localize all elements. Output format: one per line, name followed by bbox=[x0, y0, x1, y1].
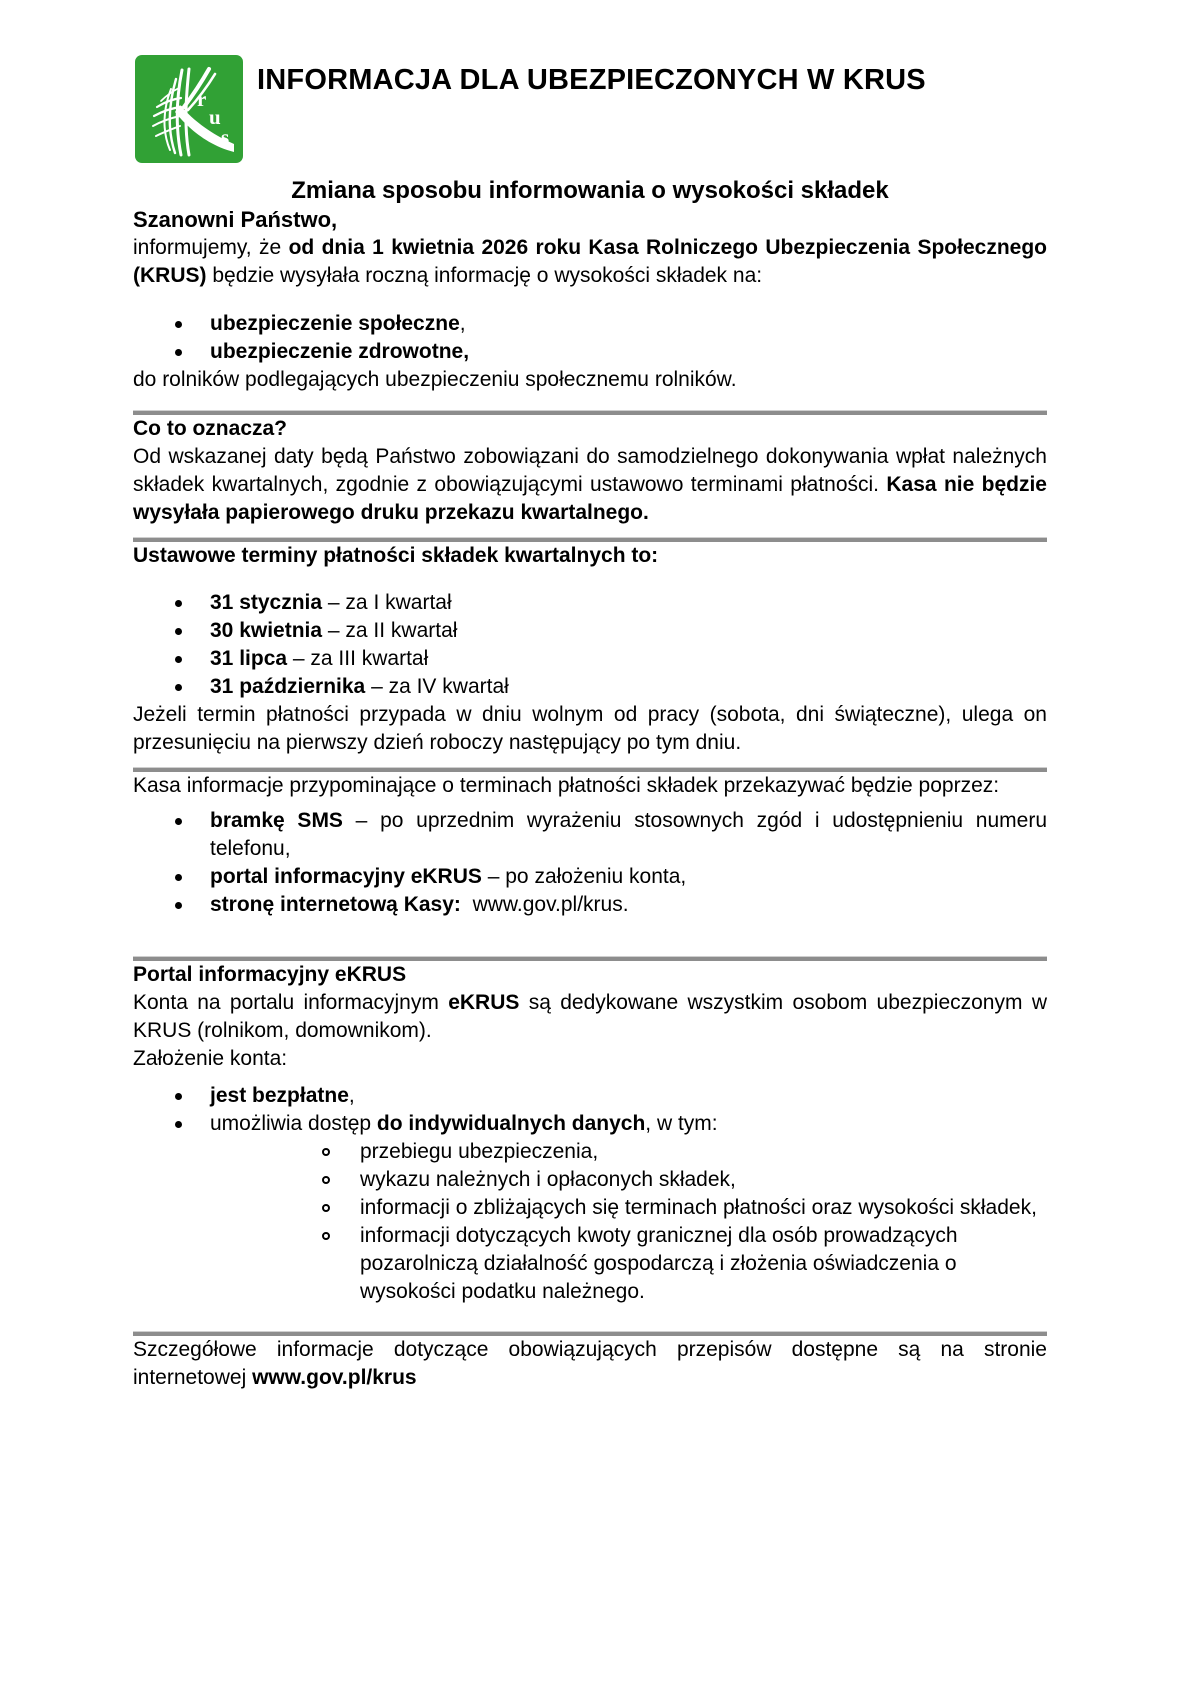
text-run-bold: od dnia 1 kwietnia 2026 roku Kasa Rolniczego Ubezpieczenia Społecznego (KRUS) bbox=[133, 236, 1047, 287]
text-run: informujemy, że bbox=[133, 236, 289, 259]
sublist-item-tax-limit: informacji dotyczących kwoty granicznej dla osób prowadzących pozarolniczą działalność gospodarczą i złożenia oświadczenia o wysokości podatku należnego. bbox=[210, 1222, 1047, 1306]
portal-accounts-paragraph bbox=[133, 989, 1047, 1045]
channel-name: stronę internetową Kasy: bbox=[210, 893, 461, 916]
deadline-desc: – za IV kwartał bbox=[365, 675, 509, 698]
holiday-note-paragraph: Jeżeli termin płatności przypada w dniu wolnym od pracy (sobota, dni świąteczne), ulega on przesunięciu na pierwszy dzień roboczy następujący po tym dniu. bbox=[133, 703, 1047, 754]
channel-desc: – po założeniu konta, bbox=[481, 865, 687, 888]
text-run: umożliwia dostęp bbox=[210, 1112, 377, 1135]
sublist-item-contributions: wykazu należnych i opłaconych składek, bbox=[210, 1166, 1047, 1194]
text-run-bold: Kasa nie będzie wysyłała papierowego druku przekazu kwartalnego. bbox=[133, 473, 1047, 524]
sublist-item-reminders: informacji o zbliżających się terminach płatności oraz wysokości składek, bbox=[210, 1194, 1047, 1222]
list-item-portal bbox=[133, 863, 1047, 891]
svg-text:u: u bbox=[209, 105, 221, 129]
krus-logo-graphic bbox=[135, 55, 243, 163]
list-item-q1 bbox=[133, 589, 1047, 617]
page-title: INFORMACJA DLA UBEZPIECZONYCH W KRUS bbox=[257, 64, 926, 96]
list-item-free bbox=[133, 1082, 1047, 1110]
text-run: Konta na portalu informacyjnym bbox=[133, 991, 449, 1014]
sublist-item-history: przebiegu ubezpieczenia, bbox=[210, 1138, 1047, 1166]
list-item-access bbox=[133, 1110, 1047, 1306]
list-item-insurance-social bbox=[133, 310, 1047, 338]
text-run-bold: ubezpieczenie zdrowotne, bbox=[210, 340, 470, 363]
channel-name: portal informacyjny eKRUS bbox=[210, 865, 482, 888]
channels-intro-paragraph: Kasa informacje przypominające o terminach płatności składek przekazywać będzie poprzez: bbox=[133, 774, 1000, 797]
krus-logo bbox=[135, 55, 243, 163]
channels-list bbox=[133, 807, 1047, 919]
text-run: Od wskazanej daty będą Państwo zobowiązani do samodzielnego dokonywania wpłat należnych składek kwartalnych, zgodnie z obowiązującymi ustawowo terminami płatności. bbox=[133, 445, 1047, 496]
text-run-bold: ubezpieczenie społeczne bbox=[210, 312, 460, 335]
website-url: www.gov.pl/krus bbox=[252, 1366, 417, 1389]
meaning-paragraph bbox=[133, 443, 1047, 527]
deadline-date: 31 stycznia bbox=[210, 591, 323, 614]
farmers-note-paragraph: do rolników podlegających ubezpieczeniu społecznemu rolników. bbox=[133, 368, 737, 391]
list-item-website bbox=[133, 891, 1047, 919]
deadline-desc: – za II kwartał bbox=[322, 619, 458, 642]
svg-text:s: s bbox=[221, 125, 230, 149]
text-run: są dedykowane wszystkim osobom ubezpieczonym w KRUS (rolnikom, domownikom). bbox=[133, 991, 1047, 1042]
list-item-q4 bbox=[133, 673, 1047, 701]
document-header bbox=[135, 55, 1190, 163]
svg-text:r: r bbox=[197, 87, 207, 111]
section-heading-deadlines: Ustawowe terminy płatności składek kwartalnych to: bbox=[133, 544, 659, 567]
deadlines-list bbox=[133, 589, 1047, 701]
account-setup-paragraph: Założenie konta: bbox=[133, 1047, 288, 1070]
list-item-q2 bbox=[133, 617, 1047, 645]
text-run: będzie wysyłała roczną informację o wysokości składek na: bbox=[206, 264, 763, 287]
text-run: , bbox=[348, 1084, 355, 1107]
deadline-desc: – za I kwartał bbox=[322, 591, 452, 614]
insurance-type-list bbox=[133, 310, 1047, 366]
text-run: , w tym: bbox=[645, 1112, 718, 1135]
list-item-q3 bbox=[133, 645, 1047, 673]
list-item-sms bbox=[133, 807, 1047, 863]
intro-paragraph bbox=[133, 234, 1047, 290]
text-run-bold: jest bezpłatne bbox=[210, 1084, 349, 1107]
text-run: Szczegółowe informacje dotyczące obowiązujących przepisów dostępne są na stronie internetowej bbox=[133, 1338, 1047, 1389]
text-run-bold: eKRUS bbox=[448, 991, 520, 1014]
account-benefits-list bbox=[133, 1082, 1047, 1306]
account-data-sublist bbox=[210, 1138, 1047, 1306]
deadline-date: 30 kwietnia bbox=[210, 619, 323, 642]
footer-paragraph bbox=[133, 1336, 1047, 1392]
channel-desc: – po uprzednim wyrażeniu stosownych zgód i udostępnieniu numeru telefonu, bbox=[210, 809, 1047, 860]
list-item-insurance-health bbox=[133, 338, 1047, 366]
section-heading-meaning: Co to oznacza? bbox=[133, 417, 288, 440]
document-body bbox=[133, 206, 1047, 1392]
text-run: , bbox=[459, 312, 466, 335]
deadline-desc: – za III kwartał bbox=[287, 647, 429, 670]
channel-desc: www.gov.pl/krus. bbox=[460, 893, 629, 916]
channel-name: bramkę SMS bbox=[210, 809, 343, 832]
deadline-date: 31 lipca bbox=[210, 647, 288, 670]
text-run-bold: do indywidualnych danych bbox=[376, 1112, 646, 1135]
greeting-line: Szanowni Państwo, bbox=[133, 207, 338, 232]
deadline-date: 31 października bbox=[210, 675, 366, 698]
section-heading-portal: Portal informacyjny eKRUS bbox=[133, 963, 407, 986]
document-subtitle: Zmiana sposobu informowania o wysokości składek bbox=[291, 177, 889, 204]
